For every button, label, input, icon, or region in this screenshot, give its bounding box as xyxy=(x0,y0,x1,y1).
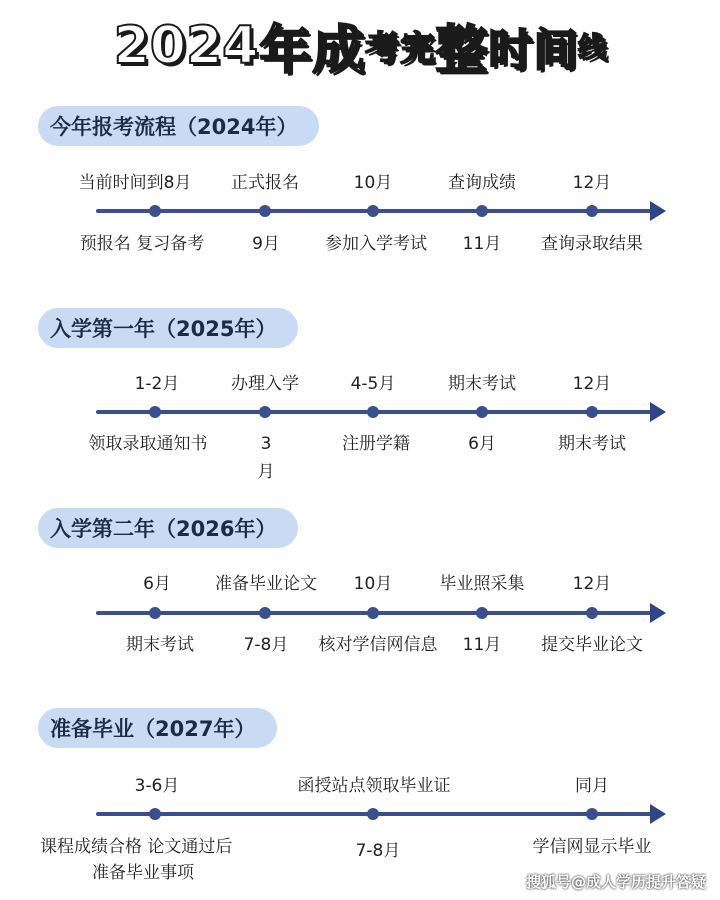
s3-bottom-5: 提交毕业论文 xyxy=(541,635,643,655)
s2-top-5: 12月 xyxy=(572,374,612,394)
title-char-8: 线 xyxy=(578,30,607,64)
s3-bottom-2: 7-8月 xyxy=(243,635,289,655)
s1-dot-5 xyxy=(586,205,598,217)
section-heading-2027: 准备毕业（2027年） xyxy=(38,708,277,748)
s3-arrow-icon xyxy=(650,603,666,623)
s1-bottom-4: 11月 xyxy=(462,234,502,254)
s2-bottom-1: 领取录取通知书 xyxy=(88,434,208,454)
s3-dot-2 xyxy=(259,607,271,619)
s1-top-3: 10月 xyxy=(353,173,393,193)
title-char-2: 成 xyxy=(312,21,365,81)
s2-arrow-icon xyxy=(650,402,666,422)
section-heading-2024: 今年报考流程（2024年） xyxy=(38,106,319,146)
s3-bottom-1: 期末考试 xyxy=(126,635,194,655)
s4-dot-3 xyxy=(586,808,598,820)
s2-bottom-3: 注册学籍 xyxy=(342,434,410,454)
s2-top-2: 办理入学 xyxy=(231,374,299,394)
title-char-4: 完 xyxy=(400,29,435,69)
s2-top-1: 1-2月 xyxy=(134,374,180,394)
s2-bottom-5: 期末考试 xyxy=(558,434,626,454)
s4-dot-1 xyxy=(149,808,161,820)
title-char-5: 整 xyxy=(435,21,488,81)
s1-arrow-icon xyxy=(650,201,666,221)
page-title xyxy=(0,8,720,83)
s3-top-4: 毕业照采集 xyxy=(439,574,525,594)
s4-arrow-icon xyxy=(650,804,666,824)
s3-dot-5 xyxy=(586,607,598,619)
s1-dot-1 xyxy=(149,205,161,217)
s2-top-3: 4-5月 xyxy=(350,374,396,394)
title-year: 2024 xyxy=(113,15,259,76)
s4-top-2: 函授站点领取毕业证 xyxy=(297,776,451,796)
s2-dot-4 xyxy=(476,406,488,418)
title-char-7: 间 xyxy=(533,24,578,76)
watermark: 搜狐号@成人学历提升答疑 xyxy=(525,873,706,891)
s1-bottom-3: 参加入学考试 xyxy=(325,234,427,254)
s3-dot-4 xyxy=(476,607,488,619)
s1-bottom-5: 查询录取结果 xyxy=(541,234,643,254)
s1-top-1: 当前时间到8月 xyxy=(78,173,192,193)
s2-dot-2 xyxy=(259,406,271,418)
s3-bottom-3: 核对学信网信息 xyxy=(318,635,438,655)
s4-bottom-3: 学信网显示毕业 xyxy=(532,837,652,857)
s4-bottom-2: 7-8月 xyxy=(355,841,401,861)
s2-dot-3 xyxy=(367,406,379,418)
s3-bottom-4: 11月 xyxy=(462,635,502,655)
s2-dot-5 xyxy=(586,406,598,418)
s2-bottom-2: 3 xyxy=(260,434,272,454)
s4-bottom-1: 课程成绩合格 论文通过后 xyxy=(40,837,233,857)
s4-dot-2 xyxy=(367,808,379,820)
s3-top-5: 12月 xyxy=(572,574,612,594)
s1-dot-4 xyxy=(476,205,488,217)
s1-dot-3 xyxy=(367,205,379,217)
s3-dot-3 xyxy=(367,607,379,619)
title-char-1: 年 xyxy=(259,21,312,81)
s3-top-3: 10月 xyxy=(353,574,393,594)
s4-top-3: 同月 xyxy=(575,776,609,796)
title-char-3: 考 xyxy=(365,29,400,69)
s4-bottom-1b: 准备毕业事项 xyxy=(92,863,194,883)
s1-dot-2 xyxy=(259,205,271,217)
section-heading-2026: 入学第二年（2026年） xyxy=(38,508,298,548)
s2-bottom-4: 6月 xyxy=(468,434,496,454)
s3-top-1: 6月 xyxy=(143,574,171,594)
s2-top-4: 期末考试 xyxy=(448,374,516,394)
s1-bottom-1: 预报名 复习备考 xyxy=(79,234,205,254)
s3-dot-1 xyxy=(149,607,161,619)
s1-top-2: 正式报名 xyxy=(231,173,299,193)
s2-dot-1 xyxy=(149,406,161,418)
s4-top-1: 3-6月 xyxy=(134,776,180,796)
s3-top-2: 准备毕业论文 xyxy=(215,574,317,594)
s1-bottom-2: 9月 xyxy=(252,234,280,254)
section-heading-2025: 入学第一年（2025年） xyxy=(38,308,298,348)
s2-bottom-2b: 月 xyxy=(257,462,275,482)
s1-top-5: 12月 xyxy=(572,173,612,193)
s1-top-4: 查询成绩 xyxy=(448,173,516,193)
title-char-6: 时 xyxy=(488,24,533,76)
